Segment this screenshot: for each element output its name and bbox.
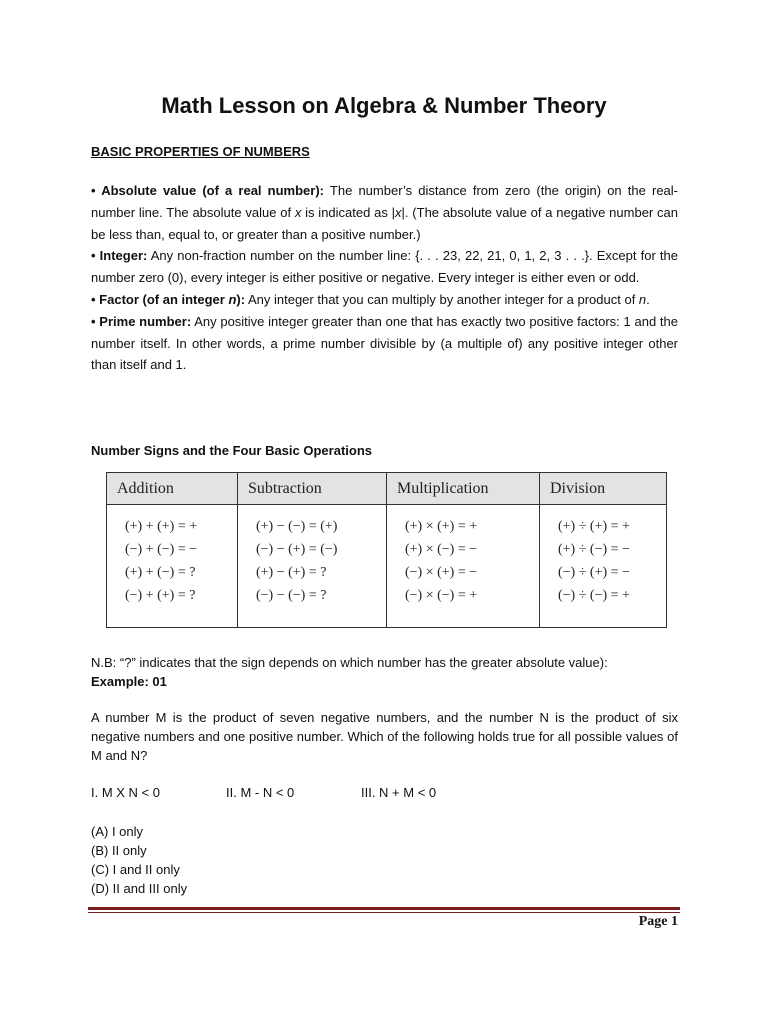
definition-prime-number: • Prime number: Any positive integer greater than one that has exactly two positive factors: 1 and the number itself. In other words, a prime number divisible by (a multiple of) any positive integer other than itself and 1. (91, 313, 678, 373)
definition-term: • Factor (of an integer n): (91, 291, 246, 307)
rule-line: (−) + (−) = − (125, 542, 198, 557)
definition-term: • Absolute value (of a real number): (91, 183, 325, 198)
section-heading: BASIC PROPERTIES OF NUMBERS (91, 144, 310, 159)
rule-line: (−) ÷ (+) = − (558, 565, 630, 580)
definition-absolute-value: • Absolute value (of a real number): The number’s distance from zero (the origin) on the real-number line. The absolute value of x is indicated as |x|. (The absolute value of a negative number can be less than, equal to, or greater than a positive number.) (91, 183, 678, 242)
page-number: Page 1 (638, 914, 678, 929)
rule-line: (+) + (−) = ? (125, 565, 196, 580)
footer-rule-thin (88, 912, 680, 913)
choice-d: (D) II and III only (91, 881, 188, 896)
definition-factor: • Factor (of an integer n): Any integer that you can multiply by another integer for a product of n. (91, 291, 650, 307)
rule-line: (−) × (−) = + (405, 588, 478, 603)
division-cell (540, 505, 667, 628)
definition-term: • Prime number: (91, 313, 192, 329)
definitions-list (91, 180, 678, 376)
rule-line: (+) + (+) = + (125, 519, 198, 534)
rule-line: (−) ÷ (−) = + (558, 588, 630, 603)
choice-a: (A) I only (91, 824, 144, 839)
header-addition: Addition (107, 473, 238, 505)
rule-line: (−) × (+) = − (405, 565, 478, 580)
rule-line: (+) − (−) = (+) (256, 519, 338, 534)
example-question: A number M is the product of seven negative numbers, and the number N is the product of six negative numbers and one positive number. Which of the following holds true for all possible values of M and N? (91, 710, 678, 763)
example-title: Example: 01 (91, 674, 167, 689)
table-header-row (107, 473, 667, 505)
header-multiplication: Multiplication (387, 473, 540, 505)
rule-line: (−) − (+) = (−) (256, 542, 338, 557)
statement-ii: II. M - N < 0 (226, 785, 295, 800)
table-row (107, 505, 667, 628)
choice-b: (B) II only (91, 843, 147, 858)
rule-line: (−) + (+) = ? (125, 588, 196, 603)
rule-line: (+) − (+) = ? (256, 565, 327, 580)
rule-line: (+) × (−) = − (405, 542, 478, 557)
statement-i: I. M X N < 0 (91, 785, 160, 800)
rule-line: (+) ÷ (+) = + (558, 519, 630, 534)
rule-line: (+) ÷ (−) = − (558, 542, 630, 557)
rule-line: (+) × (+) = + (405, 519, 478, 534)
answer-choices (91, 822, 187, 898)
statement-iii: III. N + M < 0 (361, 785, 437, 800)
multiplication-cell (387, 505, 540, 628)
operations-table (106, 472, 667, 628)
addition-cell (107, 505, 238, 628)
header-division: Division (540, 473, 667, 505)
choice-c: (C) I and II only (91, 862, 180, 877)
definition-term: • Integer: (91, 248, 148, 264)
footer-rule-thick (88, 907, 680, 910)
rule-line: (−) − (−) = ? (256, 588, 327, 603)
operations-heading: Number Signs and the Four Basic Operations (91, 443, 372, 458)
definition-integer: • Integer: Any non-fraction number on the number line: {. . . 23, 22, 21, 0, 1, 2, 3 . . .}. Except for the number zero (0), every integer is either positive or negative. Every integer is either even or odd. (91, 248, 678, 286)
header-subtraction: Subtraction (238, 473, 387, 505)
subtraction-cell (238, 505, 387, 628)
sign-note: N.B: “?” indicates that the sign depends on which number has the greater absolute value): (91, 655, 608, 670)
document-title: Math Lesson on Algebra & Number Theory (161, 93, 607, 118)
